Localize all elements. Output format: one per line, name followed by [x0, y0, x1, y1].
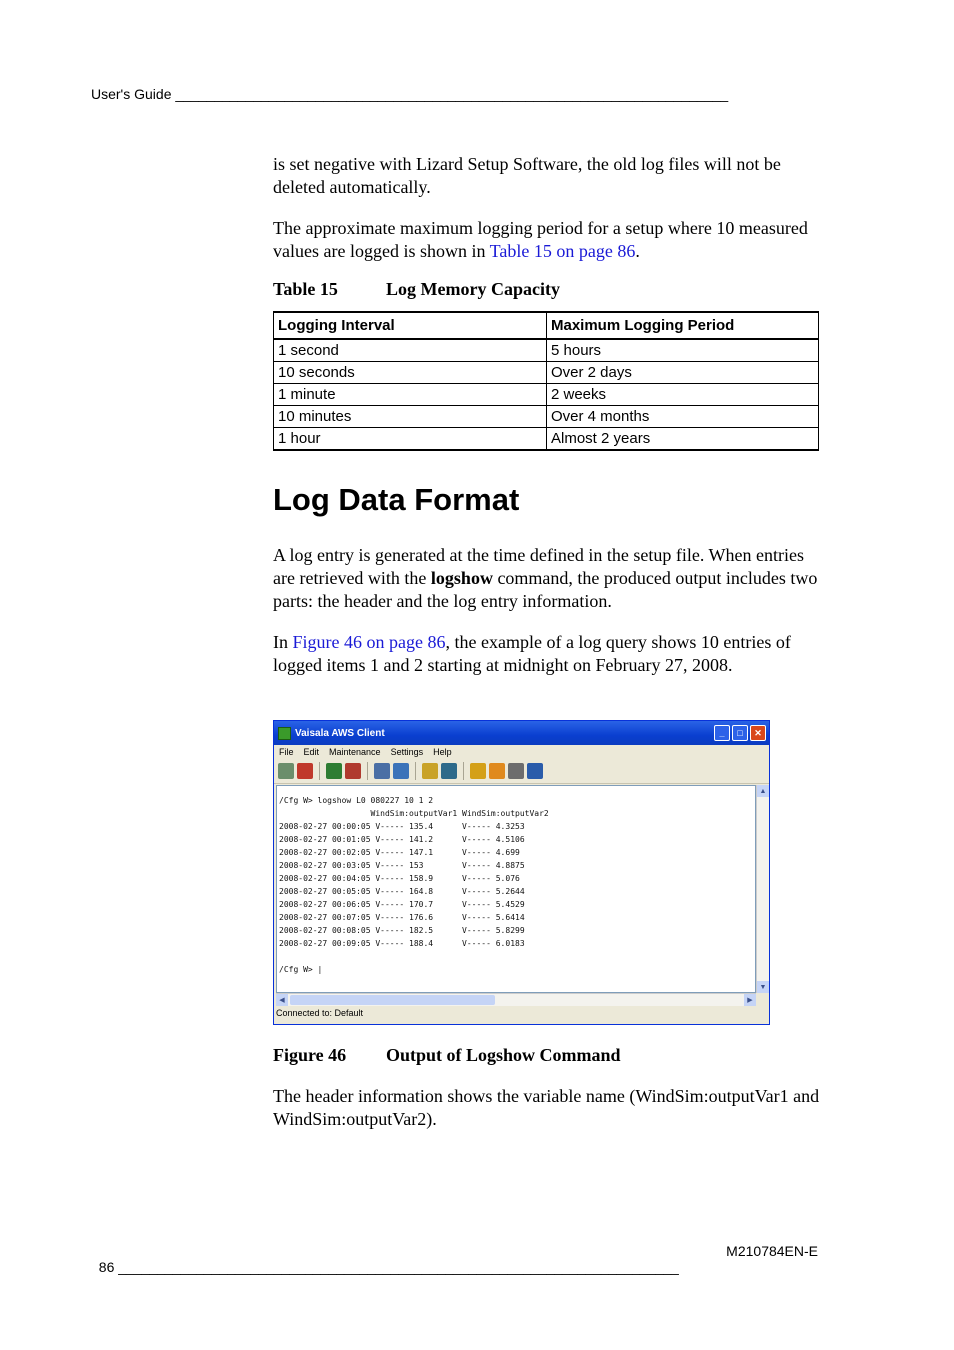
section-heading: Log Data Format [273, 482, 520, 517]
table-row [274, 339, 819, 362]
footer-doc-code: M210784EN-E [726, 1243, 818, 1259]
window-title: Vaisala AWS Client [295, 727, 385, 739]
menu-item-settings[interactable]: Settings [390, 747, 424, 757]
figure-caption: Figure 46 Output of Logshow Command [273, 1045, 621, 1065]
horizontal-scroll-thumb[interactable] [290, 995, 495, 1005]
console-line: /Cfg W> | [279, 965, 323, 974]
scroll-up-icon[interactable]: ▲ [757, 785, 769, 797]
toolbar [274, 759, 769, 784]
aws-client-window [273, 720, 770, 1025]
paragraph-log-files: is set negative with Lizard Setup Software, the old log files will not be deleted automatically. [273, 154, 781, 197]
disconnect-icon[interactable] [297, 763, 313, 779]
console-line: WindSim:outputVar1 WindSim:outputVar2 [279, 809, 549, 818]
scroll-left-icon[interactable]: ◀ [276, 994, 288, 1006]
menu-item-edit[interactable]: Edit [303, 747, 320, 757]
app-icon [278, 727, 291, 740]
console-line: 2008-02-27 00:02:05 V----- 147.1 V----- 4.699 [279, 848, 520, 857]
table-header-cell: Maximum Logging Period [547, 312, 819, 339]
console-line: /Cfg W> logshow L0 080227 10 1 2 [279, 796, 434, 805]
info-icon[interactable] [527, 763, 543, 779]
vertical-scrollbar[interactable] [756, 785, 769, 993]
footer-page: 86 ________________________________________________________________________ [98, 1259, 679, 1275]
console-line: 2008-02-27 00:05:05 V----- 164.8 V----- 5.2644 [279, 887, 525, 896]
console-line [279, 950, 755, 963]
cancel-download-icon[interactable] [345, 763, 361, 779]
table-cell: 1 minute [274, 384, 547, 406]
toolbar-separator [463, 762, 464, 780]
console-line: 2008-02-27 00:08:05 V----- 182.5 V----- 5.8299 [279, 926, 525, 935]
table-cell: Over 2 days [547, 362, 819, 384]
table-caption: Table 15 Log Memory Capacity [273, 279, 560, 299]
config-icon[interactable] [489, 763, 505, 779]
table-row [274, 406, 819, 428]
console-line: 2008-02-27 00:03:05 V----- 153 V----- 4.8875 [279, 861, 525, 870]
window-titlebar [274, 721, 769, 745]
horizontal-scrollbar[interactable] [276, 993, 756, 1006]
table-cell: Almost 2 years [547, 428, 819, 451]
scroll-right-icon[interactable]: ▶ [744, 994, 756, 1006]
log-memory-table [273, 311, 819, 451]
page-footer [91, 1243, 818, 1291]
table-row [274, 362, 819, 384]
console-line: 2008-02-27 00:04:05 V----- 158.9 V----- 5.076 [279, 874, 520, 883]
console-line: 2008-02-27 00:01:05 V----- 141.2 V----- 4.5106 [279, 835, 525, 844]
copy-icon[interactable] [422, 763, 438, 779]
console-line: 2008-02-27 00:06:05 V----- 170.7 V----- 5.4529 [279, 900, 525, 909]
toolbar-separator [367, 762, 368, 780]
connect-icon[interactable] [278, 763, 294, 779]
console-line: 2008-02-27 00:09:05 V----- 188.4 V----- 6.0183 [279, 939, 525, 948]
download-icon[interactable] [326, 763, 342, 779]
table-header-cell: Logging Interval [274, 312, 547, 339]
status-bar: Connected to: Default [276, 1008, 364, 1018]
table-row [274, 428, 819, 451]
table-cell: 1 hour [274, 428, 547, 451]
table-cell: 5 hours [547, 339, 819, 362]
minimize-button[interactable]: _ [714, 725, 730, 741]
menu-bar [274, 745, 769, 759]
console-line: 2008-02-27 00:07:05 V----- 176.6 V----- 5.6414 [279, 913, 525, 922]
page-header: User's Guide _______________________________________________________________________ [91, 86, 729, 102]
table-15-link[interactable]: Table 15 on page 86 [489, 241, 636, 261]
toolbar-separator [415, 762, 416, 780]
paragraph-log-entry: A log entry is generated at the time defined in the setup file. When entries are retrieved with the logshow command, the produced output includes two parts: the header and the log entry information. [273, 545, 818, 611]
settings-icon[interactable] [374, 763, 390, 779]
paragraph-log-query: In Figure 46 on page 86, the example of a log query shows 10 entries of logged items 1 and 2 starting at midnight on February 27, 2008. [273, 632, 791, 675]
toolbar-separator [319, 762, 320, 780]
close-button[interactable]: ✕ [750, 725, 766, 741]
figure-46-link[interactable]: Figure 46 on page 86 [292, 632, 446, 652]
table-cell: 1 second [274, 339, 547, 362]
upload-icon[interactable] [393, 763, 409, 779]
database-icon[interactable] [470, 763, 486, 779]
console-output[interactable] [276, 785, 756, 993]
chip-icon[interactable] [441, 763, 457, 779]
menu-item-help[interactable]: Help [433, 747, 452, 757]
menu-item-maintenance[interactable]: Maintenance [329, 747, 381, 757]
search-icon[interactable] [508, 763, 524, 779]
paragraph-header-info: The header information shows the variable name (WindSim:outputVar1 and WindSim:outputVar2). [273, 1086, 820, 1129]
table-row [274, 384, 819, 406]
table-cell: Over 4 months [547, 406, 819, 428]
paragraph-logging-period: The approximate maximum logging period for a setup where 10 measured values are logged is shown in Table 15 on page 86. [273, 218, 808, 261]
table-cell: 2 weeks [547, 384, 819, 406]
table-cell: 10 seconds [274, 362, 547, 384]
console-line: 2008-02-27 00:00:05 V----- 135.4 V----- 4.3253 [279, 822, 525, 831]
scroll-down-icon[interactable]: ▼ [757, 981, 769, 993]
menu-item-file[interactable]: File [279, 747, 294, 757]
maximize-button[interactable]: □ [732, 725, 748, 741]
table-cell: 10 minutes [274, 406, 547, 428]
